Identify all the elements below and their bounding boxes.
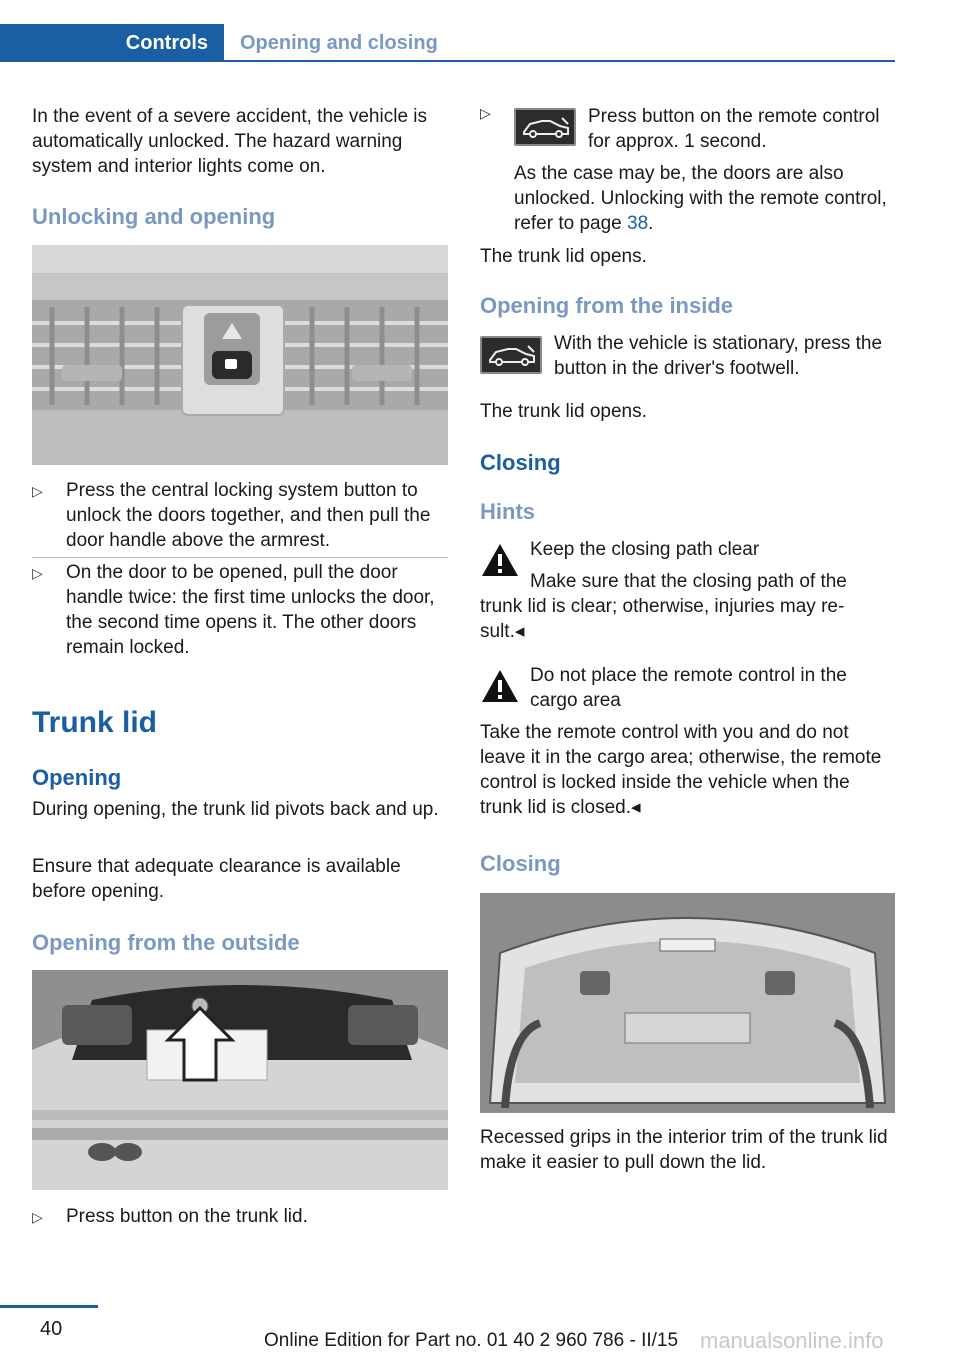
trunk-outside-illustration	[32, 970, 448, 1190]
footer-rule	[0, 1305, 98, 1308]
closing-caption: Recessed grips in the interior trim of the trunk lid make it easier to pull down the lid.	[480, 1127, 888, 1173]
watermark: manualsonline.info	[700, 1328, 884, 1353]
closing-heading: Closing	[480, 450, 561, 475]
closing-sub-heading: Closing	[480, 851, 561, 876]
warning-1-title: Keep the closing path clear	[530, 539, 760, 560]
opening-paragraph-2: Ensure that adequate clearance is available before opening.	[32, 856, 401, 902]
trunk-closing-illustration	[480, 893, 895, 1113]
warning-triangle-icon	[480, 668, 520, 704]
warning-1-text-c: sult.◂	[480, 621, 525, 642]
edition-text: Online Edition for Part no. 01 40 2 960 786 - II/15	[264, 1330, 679, 1351]
list-divider	[32, 557, 448, 558]
triangle-bullet-icon: ▷	[32, 1209, 43, 1225]
outside-step	[32, 1204, 447, 1229]
unlock-step-1	[32, 478, 447, 553]
intro-paragraph: In the event of a severe accident, the vehicle is automatically unlocked. The hazard warning system and interior lights come on.	[32, 106, 428, 177]
unlock-step-2	[32, 560, 447, 660]
trunk-lid-heading: Trunk lid	[32, 706, 158, 739]
warning-1-text-b: trunk lid is clear; otherwise, injuries may re-	[480, 596, 845, 617]
unlock-step-1-text: Press the central locking system button to unlock the doors together, and then pull the door handle above the armrest.	[66, 480, 431, 551]
hints-heading: Hints	[480, 499, 535, 524]
page-number: 40	[40, 1318, 63, 1340]
warning-triangle-icon	[480, 542, 520, 578]
trunk-remote-button-icon	[514, 108, 576, 146]
outside-step-text: Press button on the trunk lid.	[66, 1206, 308, 1227]
opening-paragraph-1: During opening, the trunk lid pivots back and up.	[32, 799, 439, 820]
central-locking-illustration	[32, 245, 448, 465]
trunk-opens-2: The trunk lid opens.	[480, 401, 647, 422]
warning-1-text-a: Make sure that the closing path of the	[530, 571, 847, 592]
page-header	[0, 24, 895, 62]
opening-heading: Opening	[32, 765, 122, 790]
header-subsection-tab: Opening and closing	[240, 31, 438, 54]
header-section-tab: Controls	[0, 24, 224, 62]
unlock-heading: Unlocking and opening	[32, 204, 276, 229]
triangle-bullet-icon: ▷	[32, 483, 43, 499]
trunk-opens-1: The trunk lid opens.	[480, 246, 647, 267]
remote-note-text: As the case may be, the doors are also unlocked. Unlocking with the remote control, refer to page	[514, 163, 887, 234]
trunk-footwell-button-icon	[480, 336, 542, 374]
triangle-bullet-icon: ▷	[32, 565, 43, 581]
warning-2-title: Do not place the remote control in the cargo area	[530, 665, 847, 711]
remote-step-text: Press button on the remote control for approx. 1 second.	[588, 106, 880, 152]
inside-heading: Opening from the inside	[480, 293, 734, 318]
outside-heading: Opening from the outside	[32, 930, 300, 955]
trunk-closing-figure	[480, 893, 895, 1113]
page-ref-link[interactable]: 38	[627, 213, 649, 234]
remote-note	[514, 161, 894, 236]
unlock-step-2-text: On the door to be opened, pull the door handle twice: the first time unlocks the door, the second time opens it. The other doors remain locked.	[66, 562, 435, 658]
central-locking-figure	[32, 245, 448, 465]
triangle-bullet-icon: ▷	[480, 105, 491, 121]
trunk-outside-figure	[32, 970, 448, 1190]
remote-note-end: .	[648, 213, 654, 234]
warning-2-text: Take the remote control with you and do not leave it in the cargo area; otherwise, the remote control is locked inside the vehicle when the trunk lid is closed.◂	[480, 722, 882, 818]
inside-text: With the vehicle is stationary, press the button in the driver's footwell.	[554, 333, 883, 379]
